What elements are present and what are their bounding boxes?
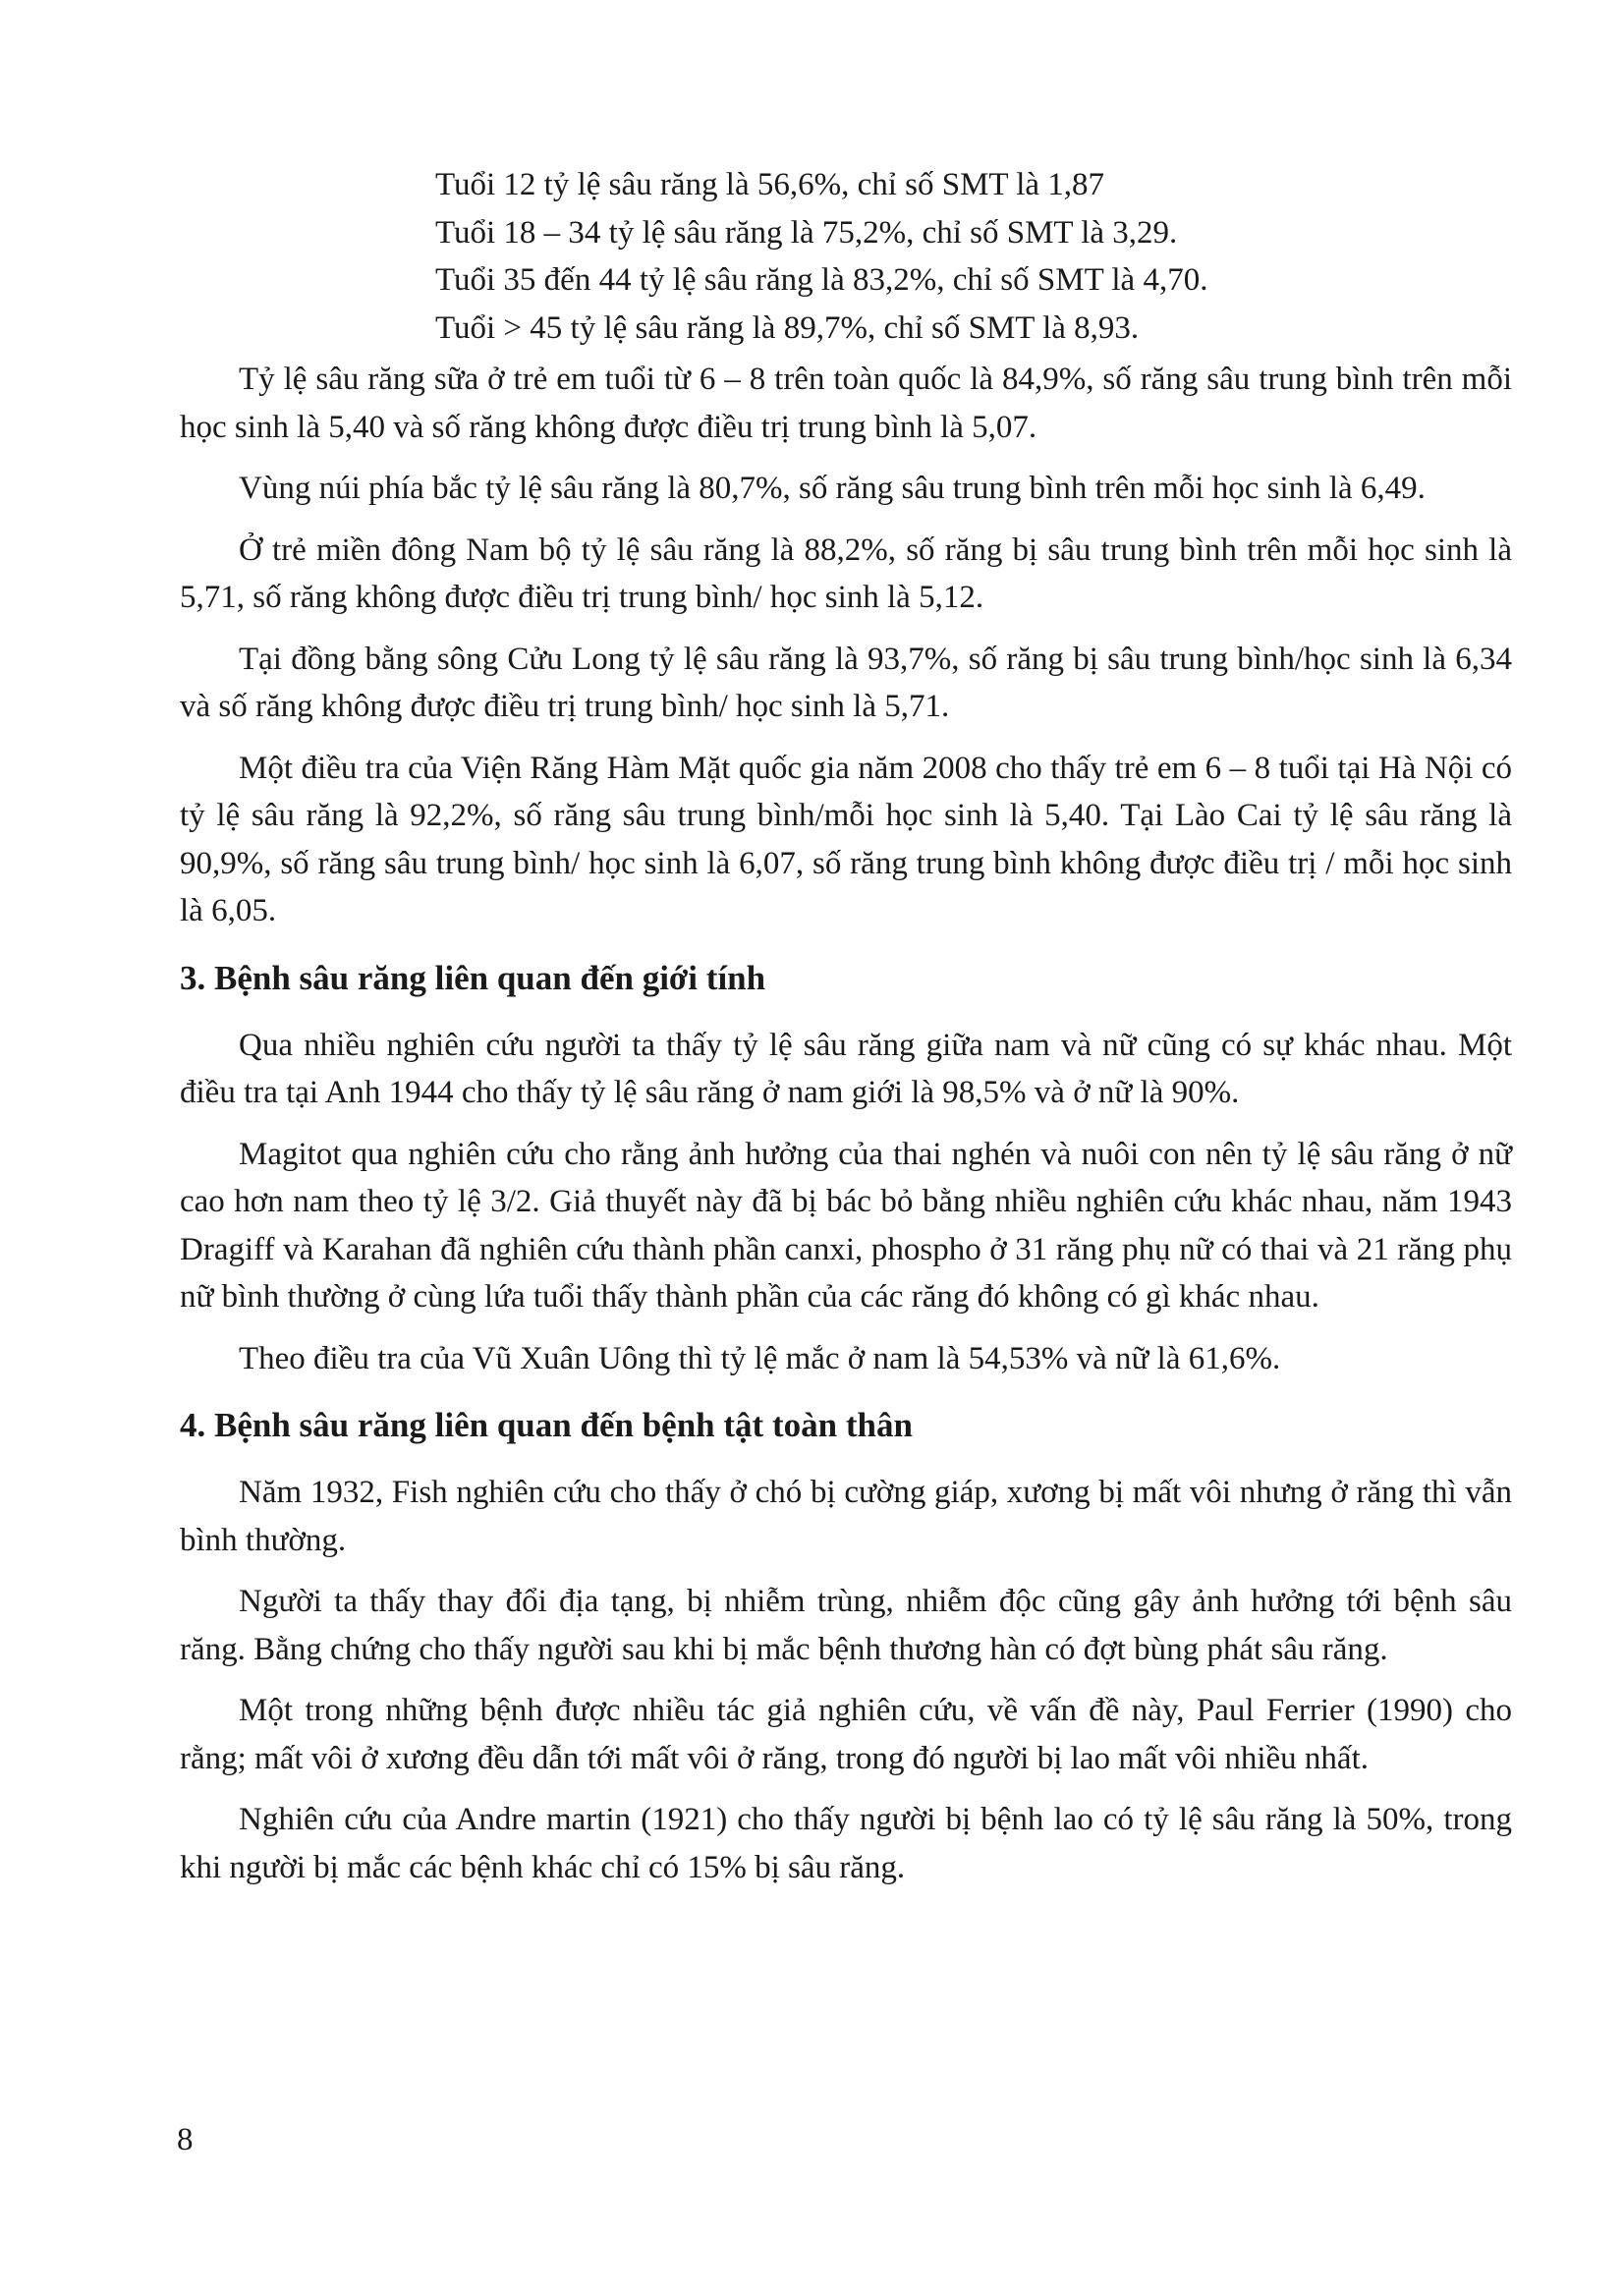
paragraph: Một trong những bệnh được nhiều tác giả nghiên cứu, về vấn đề này, Paul Ferrier (1990) cho rằng; mất vôi ở xương đều dẫn tới mất vôi ở răng, trong đó người bị lao mất vôi nhiều nhất. [180, 1693, 1512, 1776]
paragraph: Tỷ lệ sâu răng sữa ở trẻ em tuổi từ 6 – 8 trên toàn quốc là 84,9%, số răng sâu trung bình trên mỗi học sinh là 5,40 và số răng không được điều trị trung bình là 5,07. [180, 362, 1512, 445]
paragraph: Qua nhiều nghiên cứu người ta thấy tỷ lệ sâu răng giữa nam và nữ cũng có sự khác nhau. Một điều tra tại Anh 1944 cho thấy tỷ lệ sâu răng ở nam giới là 98,5% và ở nữ là 90%. [180, 1027, 1512, 1110]
paragraph: Ở trẻ miền đông Nam bộ tỷ lệ sâu răng là 88,2%, số răng bị sâu trung bình trên mỗi học sinh là 5,71, số răng không được điều trị trung bình/ học sinh là 5,12. [180, 532, 1512, 615]
paragraph: Vùng núi phía bắc tỷ lệ sâu răng là 80,7%, số răng sâu trung bình trên mỗi học sinh là 6,49. [239, 471, 1426, 506]
paragraph: Magitot qua nghiên cứu cho rằng ảnh hưởng của thai nghén và nuôi con nên tỷ lệ sâu răng ở nữ cao hơn nam theo tỷ lệ 3/2. Giả thuyết này đã bị bác bỏ bằng nhiều nghiên cứu khác nhau, năm 1943 Dragiff và Karahan đã nghiên cứu thành phần canxi, phospho ở 31 răng phụ nữ có thai và 21 răng phụ nữ bình thường ở cùng lứa tuổi thấy thành phần của các răng đó không có gì khác nhau. [180, 1136, 1512, 1315]
age-stat-line: Tuổi 12 tỷ lệ sâu răng là 56,6%, chỉ số SMT là 1,87 [435, 167, 1105, 202]
age-stat-line: Tuổi 18 – 34 tỷ lệ sâu răng là 75,2%, chỉ số SMT là 3,29. [435, 214, 1178, 251]
paragraph: Nghiên cứu của Andre martin (1921) cho thấy người bị bệnh lao có tỷ lệ sâu răng là 50%, trong khi người bị mắc các bệnh khác chỉ có 15% bị sâu răng. [180, 1802, 1512, 1885]
page-body [180, 161, 1512, 1905]
paragraph: Năm 1932, Fish nghiên cứu cho thấy ở chó bị cường giáp, xương bị mất vôi nhưng ở răng thì vẫn bình thường. [180, 1475, 1512, 1558]
paragraph: Theo điều tra của Vũ Xuân Uông thì tỷ lệ mắc ở nam là 54,53% và nữ là 61,6%. [239, 1340, 1281, 1376]
age-stat-line: Tuổi 35 đến 44 tỷ lệ sâu răng là 83,2%, chỉ số SMT là 4,70. [435, 262, 1208, 298]
paragraph: Người ta thấy thay đổi địa tạng, bị nhiễm trùng, nhiễm độc cũng gây ảnh hưởng tới bệnh sâu răng. Bằng chứng cho thấy người sau khi bị mắc bệnh thương hàn có đợt bùng phát sâu răng. [180, 1584, 1512, 1667]
paragraph: Một điều tra của Viện Răng Hàm Mặt quốc gia năm 2008 cho thấy trẻ em 6 – 8 tuổi tại Hà Nội có tỷ lệ sâu răng là 92,2%, số răng sâu trung bình/mỗi học sinh là 5,40. Tại Lào Cai tỷ lệ sâu răng là 90,9%, số răng sâu trung bình/ học sinh là 6,07, số răng trung bình không được điều trị / mỗi học sinh là 6,05. [180, 750, 1512, 928]
age-stat-line: Tuổi > 45 tỷ lệ sâu răng là 89,7%, chỉ số SMT là 8,93. [435, 309, 1140, 346]
paragraph: Tại đồng bằng sông Cửu Long tỷ lệ sâu răng là 93,7%, số răng bị sâu trung bình/học sinh là 6,34 và số răng không được điều trị trung bình/ học sinh là 5,71. [180, 641, 1512, 724]
section-heading-gender: 3. Bệnh sâu răng liên quan đến giới tính [180, 958, 766, 997]
page-number: 8 [177, 2122, 194, 2157]
section-heading-systemic-disease: 4. Bệnh sâu răng liên quan đến bệnh tật toàn thân [180, 1406, 913, 1444]
